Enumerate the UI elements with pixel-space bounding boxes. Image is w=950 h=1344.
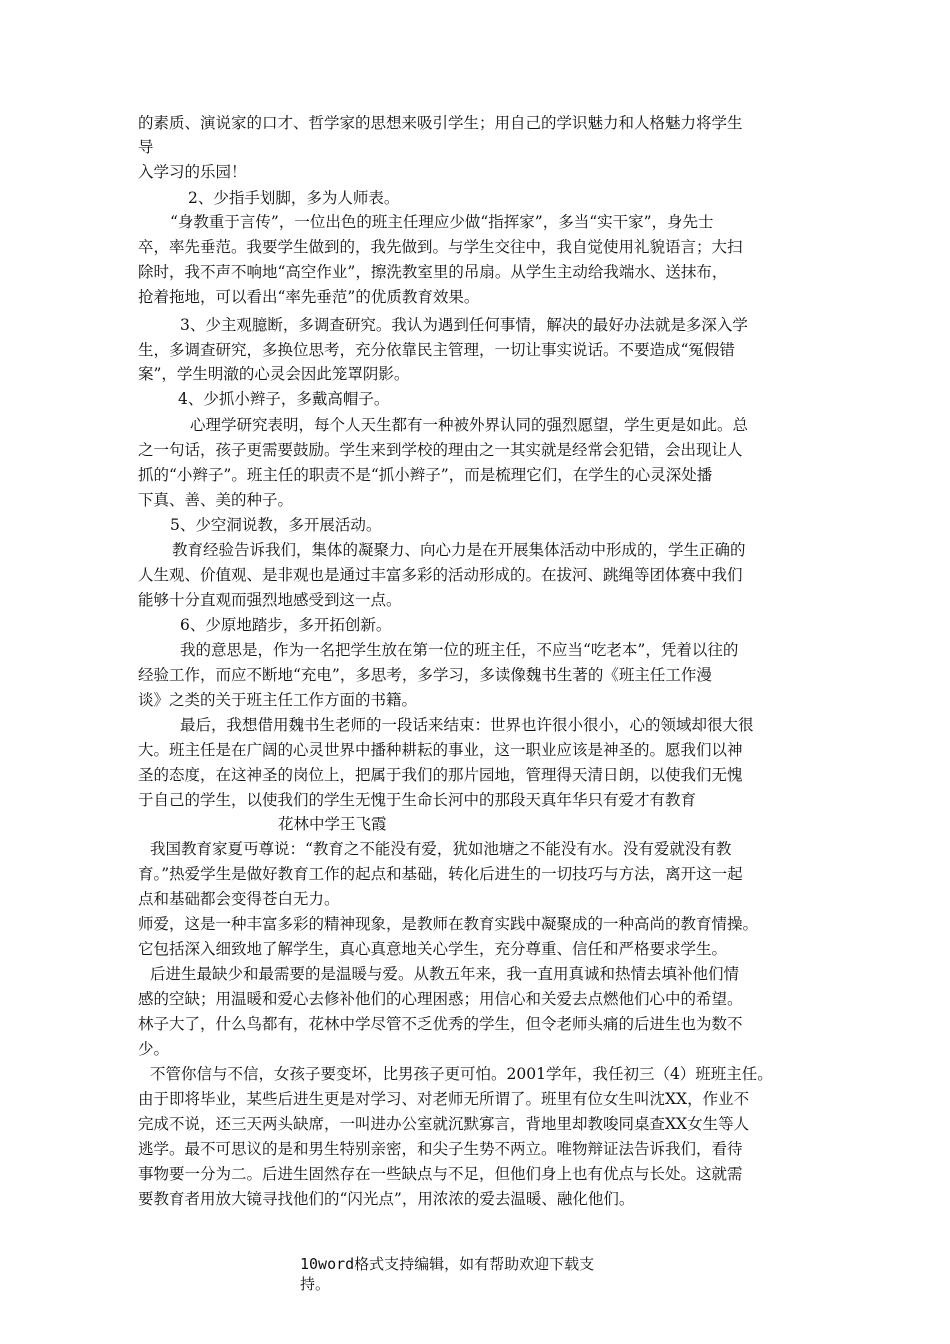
text-line: 心理学研究表明，每个人天生都有一种被外界认同的强烈愿望，学生更是如此。总 xyxy=(190,416,749,434)
text-line: “身教重于言传”，一位出色的班主任理应少做“指挥家”，多当“实干家”，身先士 xyxy=(170,213,714,231)
text-line: 经验工作，而应不断地“充电”，多思考，多学习，多读像魏书生著的《班主任工作漫 xyxy=(138,666,712,684)
text-line: 4、少抓小辫子，多戴高帽子。 xyxy=(178,390,390,408)
text-line: 导 xyxy=(138,138,154,156)
text-line: 人生观、价值观、是非观也是通过丰富多彩的活动形成的。在拔河、跳绳等团体赛中我们 xyxy=(138,566,743,584)
text-line: 我的意思是，作为一名把学生放在第一位的班主任，不应当“吃老本”，凭着以往的 xyxy=(180,641,739,659)
text-line: 能够十分直观而强烈地感受到这一点。 xyxy=(138,591,402,609)
text-line: 3、少主观臆断，多调查研究。我认为遇到任何事情，解决的最好办法就是多深入学 xyxy=(180,316,748,334)
text-line: 不管你信与不信，女孩子要变坏，比男孩子更可怕。2001学年，我任初三（4）班班主任。 xyxy=(150,1065,773,1083)
text-line: 少。 xyxy=(138,1040,170,1058)
text-line: 它包括深入细致地了解学生，真心真意地关心学生，充分尊重、信任和严格要求学生。 xyxy=(138,940,728,958)
footer-line-2: 持。 xyxy=(300,1275,331,1293)
text-line: 抓的“小辫子”。班主任的职责不是“抓小辫子”，而是梳理它们，在学生的心灵深处播 xyxy=(138,466,713,484)
text-line: 林子大了，什么鸟都有，花林中学尽管不乏优秀的学生，但令老师头痛的后进生也为数不 xyxy=(138,1015,743,1033)
text-line: 之一句话，孩子更需要鼓励。学生来到学校的理由之一其实就是经常会犯错，会出现让人 xyxy=(138,441,743,459)
text-line: 谈》之类的关于班主任工作方面的书籍。 xyxy=(138,691,418,709)
text-line: 生，多调查研究，多换位思考，充分依靠民主管理，一切让事实说话。不要造成“冤假错 xyxy=(138,341,735,359)
text-line: 由于即将毕业，某些后进生更是对学习、对老师无所谓了。班里有位女生叫沈XX，作业不 xyxy=(138,1090,750,1108)
text-line: 圣的态度，在这神圣的岗位上，把属于我们的那片园地，管理得天清日朗，以使我们无愧 xyxy=(138,766,743,784)
text-line: 最后，我想借用魏书生老师的一段话来结束：世界也许很小很小，心的领域却很大很 xyxy=(180,716,754,734)
text-line: 5、少空洞说教，多开展活动。 xyxy=(170,516,382,534)
text-line: 案”，学生明澈的心灵会因此笼罩阴影。 xyxy=(138,365,410,383)
text-line: 完成不说，还三天两头缺席，一叫进办公室就沉默寡言，背地里却教唆同桌查XX女生等人 xyxy=(138,1115,750,1133)
author-line: 花林中学王飞霞 xyxy=(278,815,387,833)
text-line: 感的空缺；用温暖和爱心去修补他们的心理困惑；用信心和关爱去点燃他们心中的希望。 xyxy=(138,990,743,1008)
text-line: 教育经验告诉我们，集体的凝聚力、向心力是在开展集体活动中形成的，学生正确的 xyxy=(172,541,746,559)
text-line: 逃学。最不可思议的是和男生特别亲密，和尖子生势不两立。唯物辩证法告诉我们，看待 xyxy=(138,1140,743,1158)
text-line: 入学习的乐园！ xyxy=(138,163,247,181)
text-line: 的素质、演说家的口才、哲学家的思想来吸引学生；用自己的学识魅力和人格魅力将学生 xyxy=(138,114,743,132)
text-line: 卒，率先垂范。我要学生做到的，我先做到。与学生交往中，我自觉使用礼貌语言；大扫 xyxy=(138,238,743,256)
text-line: 下真、善、美的种子。 xyxy=(138,491,294,509)
text-line: 后进生最缺少和最需要的是温暖与爱。从教五年来，我一直用真诚和热情去填补他们情 xyxy=(150,965,740,983)
text-line: 于自己的学生，以使我们的学生无愧于生命长河中的那段天真年华只有爱才有教育 xyxy=(138,791,697,809)
text-line: 2、少指手划脚，多为人师表。 xyxy=(188,189,400,207)
text-line: 师爱，这是一种丰富多彩的精神现象，是教师在教育实践中凝聚成的一种高尚的教育情操。 xyxy=(138,915,759,933)
text-line: 事物要一分为二。后进生固然存在一些缺点与不足，但他们身上也有优点与长处。这就需 xyxy=(138,1165,743,1183)
text-line: 大。班主任是在广阔的心灵世界中播种耕耘的事业，这一职业应该是神圣的。愿我们以神 xyxy=(138,741,743,759)
text-line: 除时，我不声不响地“高空作业”，擦洗教室里的吊扇。从学生主动给我端水、送抹布， xyxy=(138,263,728,281)
text-line: 我国教育家夏丏尊说：“教育之不能没有爱，犹如池塘之不能没有水。没有爱就没有教 xyxy=(150,840,732,858)
text-line: 育。”热爱学生是做好教育工作的起点和基础，转化后进生的一切技巧与方法，离开这一起 xyxy=(138,865,743,883)
text-line: 抢着拖地，可以看出“率先垂范”的优质教育效果。 xyxy=(138,288,480,306)
footer-line-1: 10word格式支持编辑，如有帮助欢迎下载支 xyxy=(300,1255,595,1273)
text-line: 点和基础都会变得苍白无力。 xyxy=(138,890,340,908)
text-line: 6、少原地踏步，多开拓创新。 xyxy=(180,616,392,634)
text-line: 要教育者用放大镜寻找他们的“闪光点”，用浓浓的爱去温暖、融化他们。 xyxy=(138,1190,635,1208)
